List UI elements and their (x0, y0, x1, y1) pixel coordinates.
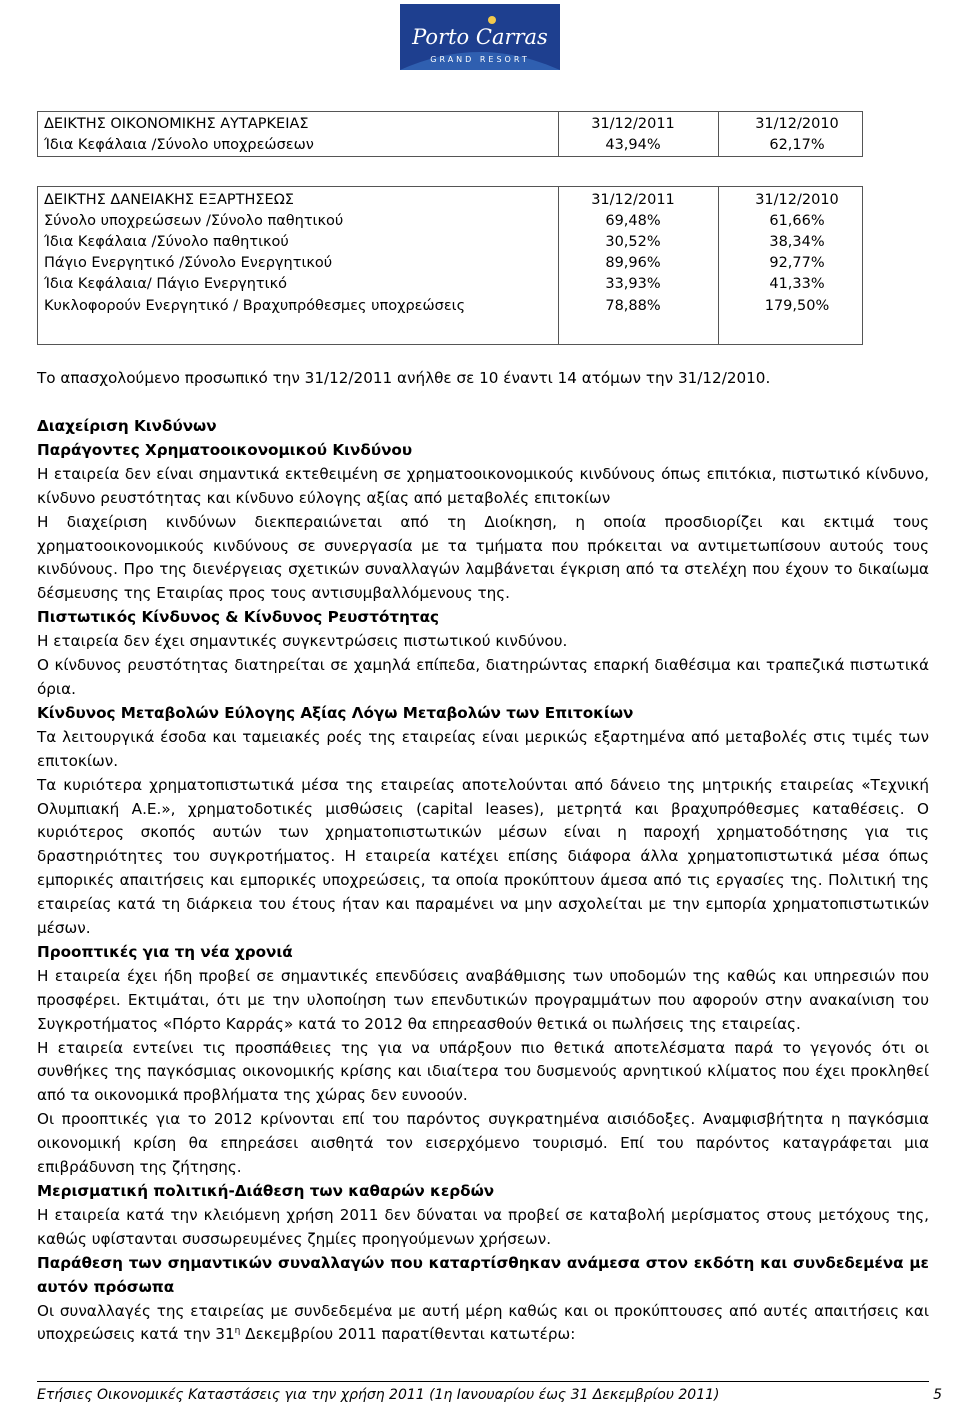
page-footer (37, 1387, 942, 1403)
value-2011: 78,88% (605, 298, 661, 314)
table-row (38, 190, 862, 211)
row-label: Κυκλοφορούν Ενεργητικό / Βραχυπρόθεσμες υποχρεώσεις (44, 298, 466, 314)
table-row (38, 274, 862, 295)
value-2011: 31/12/2011 (591, 192, 675, 208)
value-2010: 41,33% (769, 276, 825, 292)
staff-note-text: Το απασχολούμενο προσωπικό την 31/12/2011 ανήλθε σε 10 έναντι 14 ατόμων την 31/12/2010. (37, 369, 771, 387)
company-logo (400, 4, 560, 70)
value-2011: 33,93% (605, 276, 661, 292)
value-2010: 38,34% (769, 234, 825, 250)
paragraph: Η εταιρεία έχει ήδη προβεί σε σημαντικές επενδύσεις αναβάθμισης των υποδομών της καθώς και υπηρεσιών που προσφέρει. Εκτιμάται, ότι με την υλοποίηση των επενδυτικών προγραμμάτων που αφορούν στην ανακαίνιση του Συγκροτήματος «Πόρτο Καρράς» κατά το 2012 θα επηρεασθούν θετικά οι πωλήσεις της εταιρείας. (37, 966, 929, 1033)
heading-outlook: Προοπτικές για τη νέα χρονιά (37, 942, 293, 961)
table-row (38, 232, 862, 253)
table-row (38, 211, 862, 232)
paragraph: Τα λειτουργικά έσοδα και ταμειακές ροές της εταιρείας είναι μερικώς εξαρτημένα από μεταβολές στις τιμές των επιτοκίων. (37, 727, 929, 770)
value-2011: 69,48% (605, 213, 661, 229)
body-text (37, 415, 929, 1347)
table-row (38, 253, 862, 274)
table-row (38, 114, 862, 135)
value-2011: 31/12/2011 (591, 116, 675, 132)
heading-financial-risk: Παράγοντες Χρηματοοικονομικού Κινδύνου (37, 440, 413, 459)
row-label: Ίδια Κεφάλαια /Σύνολο υποχρεώσεων (44, 137, 314, 153)
paragraph: Η εταιρεία εντείνει τις προσπάθειες της για να υπάρξουν πιο θετικά αποτελέσματα παρά το γεγονός ότι οι συνθήκες της παγκόσμιας οικονομικής κρίσης και ιδιαίτερα του δυσμενούς αρνητικού κλίματος που έχει προκληθεί από τα οικονομικά προβλήματα της χώρας δεν ευνοούν. (37, 1038, 929, 1105)
staff-note (37, 367, 929, 391)
value-2010: 31/12/2010 (755, 116, 839, 132)
table-row (38, 296, 862, 317)
heading-related-party: Παράθεση των σημαντικών συναλλαγών που καταρτίσθηκαν ανάμεσα στον εκδότη και συνδεδεμένα με αυτόν πρόσωπα (37, 1253, 929, 1296)
value-2010: 31/12/2010 (755, 192, 839, 208)
self-sufficiency-table (37, 111, 863, 157)
paragraph: Οι προοπτικές για το 2012 κρίνονται επί του παρόντος συγκρατημένα αισιόδοξες. Αναμφισβήτητα η παγκόσμια οικονομική κρίση θα επηρεάσει αισθητά τον εισερχόμενο τουρισμό. Επί του παρόντος καταγράφεται μια επιβράδυνση της ζήτησης. (37, 1110, 929, 1177)
row-label: Πάγιο Ενεργητικό /Σύνολο Ενεργητικού (44, 255, 333, 271)
paragraph: Η εταιρεία δεν έχει σημαντικές συγκεντρώσεις πιστωτικού κινδύνου. (37, 632, 568, 651)
row-label: Σύνολο υποχρεώσεων /Σύνολο παθητικού (44, 213, 344, 229)
value-2011: 43,94% (605, 137, 661, 153)
value-2010: 61,66% (769, 213, 825, 229)
paragraph: Η εταιρεία δεν είναι σημαντικά εκτεθειμένη σε χρηματοοικονομικούς κινδύνους όπως επιτόκια, πιστωτικό κίνδυνο, κίνδυνο ρευστότητας και κίνδυνο εύλογης αξίας από μεταβολές επιτοκίων (37, 464, 929, 507)
table-row (38, 135, 862, 156)
paragraph: Η διαχείριση κινδύνων διεκπεραιώνεται από τη Διοίκηση, η οποία προσδιορίζει και εκτιμά τους χρηματοοικονομικούς κινδύνους σε συνεργασία με τα τμήματα που πρόκειται να αντιμετωπίσουν αυτούς τους κινδύνους. Προ της διενέργειας σχετικών συναλλαγών λαμβάνεται έγκριση από τα στελέχη που έχουν το δικαίωμα δέσμευσης της Εταιρίας προς τους αντισυμβαλλόμενους της. (37, 512, 929, 603)
heading-fair-value-risk: Κίνδυνος Μεταβολών Εύλογης Αξίας Λόγω Μεταβολών των Επιτοκίων (37, 703, 634, 722)
row-label: Ίδια Κεφάλαια/ Πάγιο Ενεργητικό (44, 276, 287, 292)
ordinal-superscript: η (234, 1326, 241, 1337)
row-label: ΔΕΙΚΤΗΣ ΟΙΚΟΝΟΜΙΚΗΣ ΑΥΤΑΡΚΕΙΑΣ (44, 116, 309, 132)
logo-text: Porto Carras (412, 25, 548, 49)
value-2011: 30,52% (605, 234, 661, 250)
row-label: Ίδια Κεφάλαια /Σύνολο παθητικού (44, 234, 289, 250)
debt-dependency-table (37, 186, 863, 345)
footer-text: Ετήσιες Οικονομικές Καταστάσεις για την χρήση 2011 (1η Ιανουαρίου έως 31 Δεκεμβρίου 2011) (37, 1387, 720, 1403)
related-text-a: Οι συναλλαγές της εταιρείας με συνδεδεμένα με αυτή μέρη καθώς και οι προκύπτουσες από αυτές απαιτήσεις και υποχρεώσεις κατά την 31 (37, 1301, 929, 1344)
footer-divider (37, 1381, 929, 1382)
row-label: ΔΕΙΚΤΗΣ ΔΑΝΕΙΑΚΗΣ ΕΞΑΡΤΗΣΕΩΣ (44, 192, 294, 208)
heading-credit-liquidity: Πιστωτικός Κίνδυνος & Κίνδυνος Ρευστότητας (37, 608, 440, 627)
related-text-b: Δεκεμβρίου 2011 παρατίθενται κατωτέρω: (240, 1325, 576, 1344)
logo-subtitle: GRAND RESORT (430, 55, 530, 64)
heading-risk-management: Διαχείριση Κινδύνων (37, 417, 217, 435)
paragraph: Ο κίνδυνος ρευστότητας διατηρείται σε χαμηλά επίπεδα, διατηρώντας επαρκή διαθέσιμα και τραπεζικά πιστωτικά όρια. (37, 656, 929, 698)
page-number: 5 (933, 1387, 942, 1403)
heading-dividend-policy: Μερισματική πολιτική-Διάθεση των καθαρών κερδών (37, 1182, 495, 1200)
paragraph: Τα κυριότερα χρηματοπιστωτικά μέσα της εταιρείας αποτελούνται από δάνειο της μητρικής εταιρείας «Τεχνική Ολυμπιακή Α.Ε.», χρηματοδοτικές μισθώσεις (capital leases), μετρητά και βραχυπρόθεσμες καταθέσεις. Ο κυριότερος σκοπός αυτών των χρηματοπιστωτικών μέσων είναι η παροχή χρηματοδότησης για τις δραστηριότητες του συγκροτήματος. Η εταιρεία κατέχει επίσης διάφορα άλλα χρηματοπιστωτικά μέσα όπως εμπορικές απαιτήσεις και εμπορικές υποχρεώσεις, τα οποία προκύπτουν άμεσα από τις εργασίες της. Πολιτική της εταιρείας κατά τη διάρκεια του έτους ήταν και παραμένει να μην ασχολείται με την εμπορία χρηματοπιστωτικών μέσων. (37, 775, 929, 938)
paragraph (37, 1300, 929, 1348)
value-2010: 179,50% (764, 298, 830, 314)
value-2010: 92,77% (769, 255, 825, 271)
value-2010: 62,17% (769, 137, 825, 153)
value-2011: 89,96% (605, 255, 661, 271)
paragraph: Η εταιρεία κατά την κλειόμενη χρήση 2011 δεν δύναται να προβεί σε καταβολή μερίσματος στους μετόχους της, καθώς υφίστανται συσσωρευμένες ζημίες προηγούμενων χρήσεων. (37, 1205, 929, 1248)
